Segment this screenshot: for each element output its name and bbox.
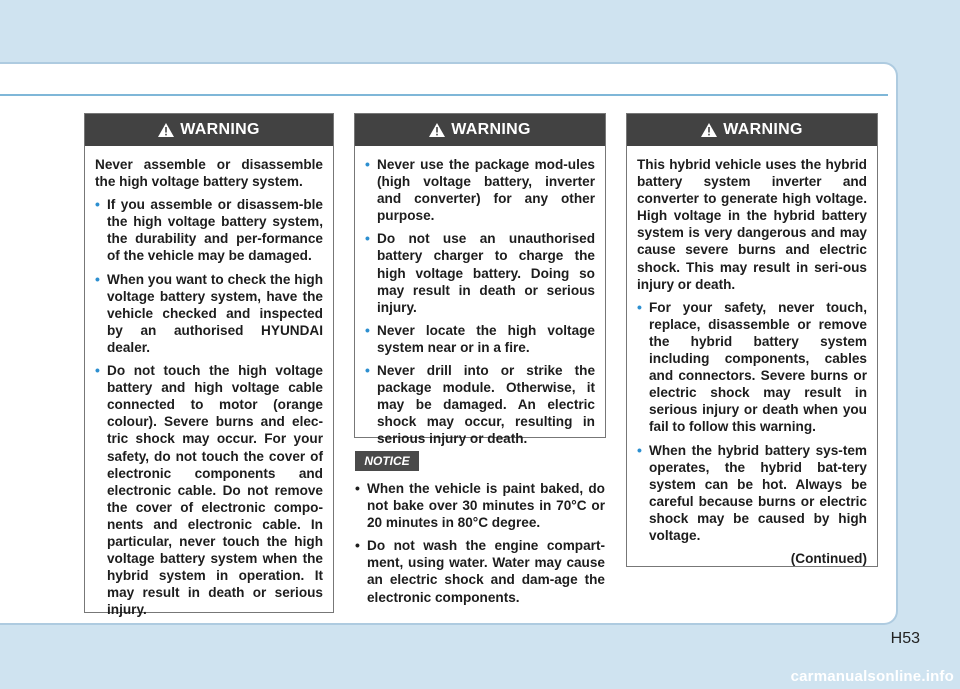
- header-rule: [0, 94, 888, 96]
- warning-label: WARNING: [451, 121, 531, 138]
- bullet-icon: •: [637, 441, 642, 458]
- notice-badge: NOTICE: [355, 451, 419, 471]
- bullet-icon: •: [95, 362, 100, 379]
- bullet-icon: •: [365, 156, 370, 172]
- bullet-icon: •: [95, 270, 100, 287]
- warning-label: WARNING: [723, 121, 803, 138]
- warning-box-2: [354, 113, 606, 447]
- notice-list: [355, 480, 605, 612]
- page-number: H53: [890, 630, 920, 647]
- warning-header: [355, 114, 605, 146]
- warning-triangle-icon: [701, 123, 717, 137]
- list-item: • If you assemble or disassem-ble the high voltage battery system, the durability and per-formance of the vehicle may be damaged.: [95, 196, 323, 264]
- bullet-icon: •: [365, 362, 370, 379]
- bullet-icon: •: [365, 321, 370, 338]
- warning-triangle-icon: [158, 123, 174, 137]
- warning-triangle-icon: [429, 123, 445, 137]
- warning-box-3: [626, 113, 878, 567]
- list-item: • Never locate the high voltage system near or in a fire.: [365, 321, 595, 355]
- watermark: carmanualsonline.info: [790, 668, 954, 685]
- bullet-icon: •: [95, 196, 100, 213]
- bullet-icon: •: [355, 537, 360, 554]
- warning-label: WARNING: [180, 121, 260, 138]
- list-item: • Never use the package mod-ules (high voltage battery, inverter and converter) for any other purpose.: [365, 156, 595, 224]
- continued-label: (Continued): [790, 551, 867, 567]
- warning-header: [627, 114, 877, 146]
- list-item: • For your safety, never touch, replace, disassemble or remove the hybrid battery system including components, cables and connectors. Severe burns or electric shock may result in serious injury or death when you fail to follow this warning.: [637, 298, 867, 435]
- list-item: • Do not wash the engine compart-ment, using water. Water may cause an electric shock and dam-age the electronic components.: [355, 537, 605, 605]
- bullet-icon: •: [637, 298, 642, 315]
- list-item: • Never drill into or strike the package module. Otherwise, it may be damaged. An electric shock may occur, resulting in serious injury or death.: [365, 362, 595, 447]
- warning-intro: Never assemble or disassemble the high voltage battery system.: [95, 157, 323, 190]
- list-item: • Do not touch the high voltage battery and high voltage cable connected to motor (orange colour). Severe burns and elec-tric shock may occur. For your safety, do not touch the cover of electronic components and electronic cable. Do not remove the cover of electronic compo-nents and electronic cable. In particular, never touch the high voltage battery system when the hybrid system in operation. It may result in death or serious injury.: [95, 362, 323, 618]
- warning-intro: This hybrid vehicle uses the hybrid battery system inverter and converter to generate high voltage. High voltage in the hybrid battery system is very dangerous and may cause severe burns and electric shock. This may result in seri-ous injury or death.: [637, 157, 867, 292]
- list-item: • Do not use an unauthorised battery charger to charge the high voltage battery. Doing so may result in death or serious injury.: [365, 230, 595, 315]
- list-item: • When the vehicle is paint baked, do not bake over 30 minutes in 70°C or 20 minutes in 80°C degree.: [355, 480, 605, 531]
- bullet-icon: •: [365, 230, 370, 247]
- list-item: • When you want to check the high voltage battery system, have the vehicle checked and inspected by an authorised HYUNDAI dealer.: [95, 270, 323, 355]
- warning-header: [85, 114, 333, 146]
- warning-box-1: [84, 113, 334, 618]
- bullet-icon: •: [355, 480, 360, 496]
- list-item: • When the hybrid battery sys-tem operates, the hybrid bat-tery system can be hot. Always be careful because burns or electric shock may be caused by high voltage.: [637, 441, 867, 543]
